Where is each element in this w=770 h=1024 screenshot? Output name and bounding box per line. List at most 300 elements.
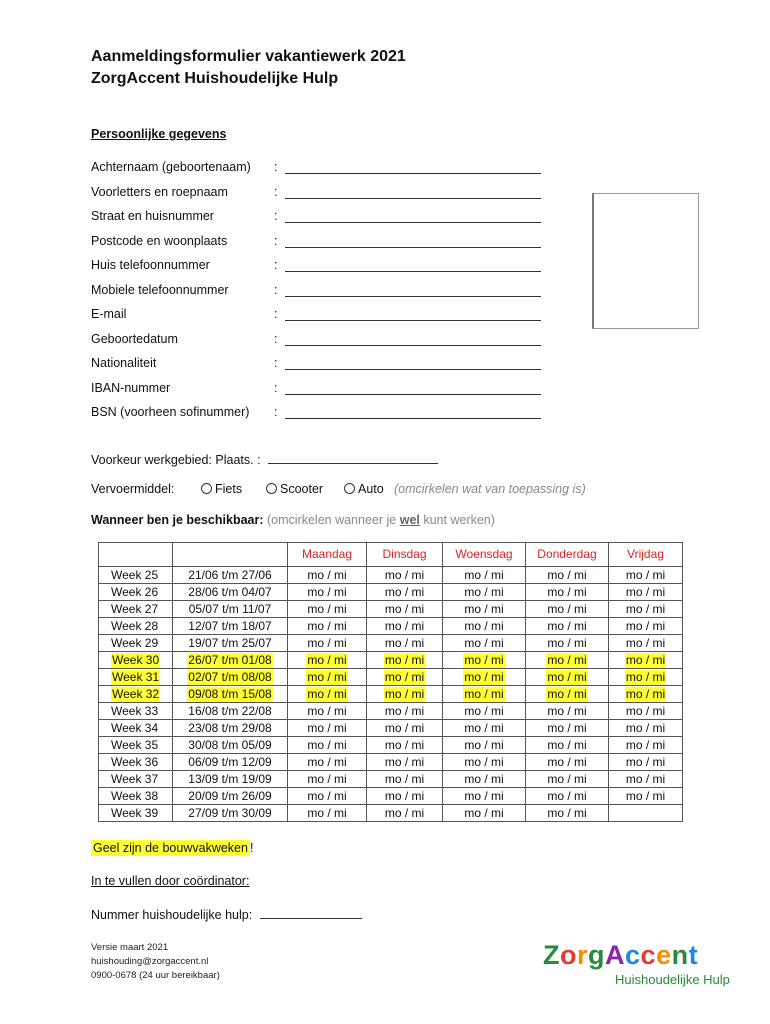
table-row bbox=[99, 601, 683, 618]
field-input-line[interactable] bbox=[285, 296, 541, 297]
availability-option[interactable]: mo / mi bbox=[625, 652, 666, 667]
week-label-cell bbox=[99, 652, 173, 669]
week-dates: 30/08 t/m 05/09 bbox=[188, 737, 272, 752]
availability-option[interactable]: mo / mi bbox=[307, 669, 347, 684]
availability-option[interactable]: mo / mi bbox=[384, 805, 425, 820]
field-input-line[interactable] bbox=[285, 271, 541, 272]
availability-option[interactable]: mo / mi bbox=[464, 805, 504, 820]
field-label: BSN (voorheen sofinummer) bbox=[91, 405, 250, 419]
availability-option-cell[interactable] bbox=[609, 652, 683, 669]
week-label: Week 30 bbox=[112, 652, 160, 667]
week-label: Week 38 bbox=[111, 788, 159, 803]
availability-option-cell[interactable] bbox=[526, 652, 609, 669]
week-label: Week 33 bbox=[111, 703, 159, 718]
availability-option[interactable]: mo / mi bbox=[307, 754, 347, 769]
bouwvak-note: Geel zijn de bouwvakweken ! bbox=[93, 841, 254, 855]
availability-option[interactable]: mo / mi bbox=[464, 788, 504, 803]
field-colon: : bbox=[274, 405, 278, 419]
field-colon: : bbox=[274, 258, 278, 272]
field-input-line[interactable] bbox=[285, 418, 541, 419]
availability-option-cell[interactable] bbox=[609, 771, 683, 788]
availability-option[interactable]: mo / mi bbox=[547, 567, 587, 582]
header-day: Vrijdag bbox=[609, 543, 683, 567]
availability-option[interactable]: mo / mi bbox=[307, 686, 347, 701]
week-label-cell bbox=[99, 567, 173, 584]
availability-option-cell[interactable] bbox=[609, 754, 683, 771]
availability-option-cell[interactable] bbox=[367, 771, 443, 788]
footer-email: huishouding@zorgaccent.nl bbox=[91, 956, 209, 967]
availability-option-cell[interactable] bbox=[288, 788, 367, 805]
logo-letter: r bbox=[577, 940, 589, 970]
week-dates-cell bbox=[173, 601, 288, 618]
field-label: Postcode en woonplaats bbox=[91, 233, 228, 248]
logo-letter: g bbox=[588, 940, 606, 970]
availability-option-cell[interactable] bbox=[288, 754, 367, 771]
field-input-line[interactable] bbox=[285, 247, 541, 248]
availability-option-cell[interactable] bbox=[443, 601, 526, 618]
availability-option[interactable]: mo / mi bbox=[547, 601, 587, 616]
week-dates: 05/07 t/m 11/07 bbox=[188, 601, 272, 616]
week-dates-cell bbox=[173, 703, 288, 720]
availability-option-cell[interactable] bbox=[443, 686, 526, 703]
availability-option-cell[interactable] bbox=[443, 737, 526, 754]
week-dates: 02/07 t/m 08/08 bbox=[188, 669, 272, 684]
availability-option[interactable]: mo / mi bbox=[307, 567, 347, 582]
availability-option[interactable]: mo / mi bbox=[625, 720, 666, 735]
logo-wordmark bbox=[543, 940, 698, 971]
availability-option[interactable]: mo / mi bbox=[547, 584, 587, 599]
availability-option-cell[interactable] bbox=[609, 686, 683, 703]
availability-option-cell[interactable] bbox=[288, 771, 367, 788]
availability-option[interactable]: mo / mi bbox=[625, 737, 666, 752]
availability-option-cell[interactable] bbox=[609, 805, 683, 822]
header-day: Maandag bbox=[288, 543, 367, 567]
availability-option-cell[interactable] bbox=[288, 635, 367, 652]
availability-option-cell[interactable] bbox=[609, 669, 683, 686]
availability-option[interactable]: mo / mi bbox=[625, 686, 666, 701]
photo-box bbox=[592, 193, 699, 329]
availability-option[interactable]: mo / mi bbox=[464, 635, 504, 650]
availability-option-cell[interactable] bbox=[443, 805, 526, 822]
week-label: Week 39 bbox=[111, 805, 159, 820]
availability-option-cell[interactable] bbox=[367, 618, 443, 635]
availability-table bbox=[98, 542, 683, 822]
field-label: IBAN-nummer bbox=[91, 380, 171, 395]
field-label: Straat en huisnummer bbox=[91, 209, 214, 223]
week-dates: 09/08 t/m 15/08 bbox=[188, 686, 272, 701]
availability-option[interactable]: mo / mi bbox=[384, 788, 425, 803]
availability-option-cell[interactable] bbox=[288, 652, 367, 669]
availability-option-cell[interactable] bbox=[609, 618, 683, 635]
availability-option-cell[interactable] bbox=[367, 754, 443, 771]
availability-option-cell[interactable] bbox=[443, 720, 526, 737]
field-label: Achternaam (geboortenaam) bbox=[91, 160, 251, 174]
availability-option[interactable]: mo / mi bbox=[464, 584, 504, 599]
availability-option-cell[interactable] bbox=[288, 737, 367, 754]
week-dates-cell bbox=[173, 618, 288, 635]
week-dates-cell bbox=[173, 720, 288, 737]
field-input-line[interactable] bbox=[285, 394, 541, 395]
week-dates-cell bbox=[173, 805, 288, 822]
week-label-cell bbox=[99, 601, 173, 618]
availability-option[interactable]: mo / mi bbox=[384, 754, 425, 769]
availability-option[interactable]: mo / mi bbox=[464, 618, 504, 633]
field-input-line[interactable] bbox=[285, 345, 541, 346]
week-dates: 23/08 t/m 29/08 bbox=[188, 720, 272, 735]
table-body bbox=[99, 567, 683, 822]
availability-option-cell[interactable] bbox=[367, 584, 443, 601]
availability-option-cell[interactable] bbox=[367, 635, 443, 652]
week-dates-cell bbox=[173, 788, 288, 805]
availability-option[interactable]: mo / mi bbox=[384, 771, 425, 786]
availability-option[interactable]: mo / mi bbox=[307, 601, 347, 616]
availability-option[interactable]: mo / mi bbox=[547, 652, 587, 667]
week-dates: 28/06 t/m 04/07 bbox=[188, 584, 272, 599]
logo-letter: t bbox=[688, 940, 699, 970]
week-label: Week 34 bbox=[111, 720, 159, 735]
availability-option[interactable]: mo / mi bbox=[547, 703, 587, 718]
week-label: Week 32 bbox=[112, 686, 160, 701]
availability-option[interactable]: mo / mi bbox=[547, 805, 587, 820]
field-label: Mobiele telefoonnummer bbox=[91, 282, 229, 297]
availability-option[interactable]: mo / mi bbox=[625, 618, 666, 633]
week-label: Week 31 bbox=[112, 669, 160, 684]
week-dates-cell bbox=[173, 584, 288, 601]
availability-option-cell[interactable] bbox=[609, 737, 683, 754]
coordinator-heading: In te vullen door coördinator: bbox=[91, 874, 250, 888]
preference-label: Voorkeur werkgebied: Plaats. bbox=[91, 453, 254, 467]
availability-option-cell[interactable] bbox=[609, 703, 683, 720]
availability-option[interactable]: mo / mi bbox=[307, 703, 347, 718]
logo-letter: c bbox=[625, 940, 641, 970]
availability-option-cell[interactable] bbox=[288, 686, 367, 703]
coordinator-field-row bbox=[91, 906, 362, 922]
preference-input-line[interactable] bbox=[268, 451, 438, 464]
title-line-1: Aanmeldingsformulier vakantiewerk 2021 bbox=[91, 48, 406, 65]
availability-option-cell[interactable] bbox=[288, 805, 367, 822]
availability-option[interactable]: mo / mi bbox=[547, 754, 587, 769]
week-label-cell bbox=[99, 737, 173, 754]
availability-option-cell[interactable] bbox=[526, 788, 609, 805]
week-dates: 19/07 t/m 25/07 bbox=[188, 635, 272, 650]
availability-option[interactable]: mo / mi bbox=[307, 584, 347, 599]
personal-heading: Persoonlijke gegevens bbox=[91, 127, 227, 141]
availability-option-cell[interactable] bbox=[367, 703, 443, 720]
availability-option[interactable]: mo / mi bbox=[384, 652, 425, 667]
availability-option-cell[interactable] bbox=[443, 635, 526, 652]
availability-option-cell[interactable] bbox=[609, 635, 683, 652]
availability-option[interactable]: mo / mi bbox=[625, 754, 666, 769]
availability-option[interactable]: mo / mi bbox=[307, 618, 347, 633]
availability-option-cell[interactable] bbox=[443, 754, 526, 771]
logo-letter: n bbox=[671, 940, 689, 970]
field-colon: : bbox=[274, 184, 278, 199]
transport-option-auto[interactable]: Auto bbox=[344, 482, 384, 496]
availability-option-cell[interactable] bbox=[443, 771, 526, 788]
availability-option[interactable]: mo / mi bbox=[307, 788, 347, 803]
availability-option[interactable]: mo / mi bbox=[547, 771, 587, 786]
availability-option-cell[interactable] bbox=[367, 805, 443, 822]
field-colon: : bbox=[274, 380, 278, 395]
week-label: Week 37 bbox=[111, 771, 159, 786]
availability-option-cell[interactable] bbox=[288, 669, 367, 686]
availability-option-cell[interactable] bbox=[526, 771, 609, 788]
table-header-row bbox=[99, 543, 683, 567]
table-row-bouwvak bbox=[99, 669, 683, 686]
availability-option[interactable]: mo / mi bbox=[384, 618, 425, 633]
week-label: Week 26 bbox=[111, 584, 159, 599]
week-dates: 26/07 t/m 01/08 bbox=[188, 652, 272, 667]
availability-option-cell[interactable] bbox=[526, 584, 609, 601]
table-row bbox=[99, 788, 683, 805]
table-row bbox=[99, 720, 683, 737]
availability-option[interactable]: mo / mi bbox=[384, 720, 425, 735]
radio-circle-icon[interactable] bbox=[344, 483, 355, 494]
table-row bbox=[99, 805, 683, 822]
availability-option-cell[interactable] bbox=[288, 720, 367, 737]
field-input-line[interactable] bbox=[285, 222, 541, 223]
availability-option[interactable]: mo / mi bbox=[625, 635, 666, 650]
week-label-cell bbox=[99, 669, 173, 686]
transport-row bbox=[91, 482, 586, 496]
availability-option[interactable]: mo / mi bbox=[625, 788, 666, 803]
availability-option[interactable]: mo / mi bbox=[384, 703, 425, 718]
week-dates: 12/07 t/m 18/07 bbox=[188, 618, 272, 633]
week-dates: 21/06 t/m 27/06 bbox=[188, 567, 272, 582]
week-dates-cell bbox=[173, 771, 288, 788]
radio-circle-icon[interactable] bbox=[201, 483, 212, 494]
week-dates-cell bbox=[173, 686, 288, 703]
availability-option[interactable]: mo / mi bbox=[547, 737, 587, 752]
availability-option[interactable]: mo / mi bbox=[307, 652, 347, 667]
availability-option[interactable]: mo / mi bbox=[625, 771, 666, 786]
availability-option-cell[interactable] bbox=[367, 567, 443, 584]
availability-option-cell[interactable] bbox=[367, 737, 443, 754]
availability-option[interactable]: mo / mi bbox=[464, 652, 504, 667]
table-row bbox=[99, 618, 683, 635]
availability-option[interactable]: mo / mi bbox=[384, 737, 425, 752]
week-dates-cell bbox=[173, 567, 288, 584]
availability-option[interactable]: mo / mi bbox=[384, 669, 425, 684]
availability-option[interactable]: mo / mi bbox=[307, 771, 347, 786]
radio-circle-icon[interactable] bbox=[266, 483, 277, 494]
availability-option[interactable]: mo / mi bbox=[307, 805, 347, 820]
availability-option-cell[interactable] bbox=[526, 805, 609, 822]
week-dates-cell bbox=[173, 669, 288, 686]
coordinator-field-label: Nummer huishoudelijke hulp: bbox=[91, 908, 253, 922]
availability-option[interactable]: mo / mi bbox=[464, 686, 504, 701]
field-colon: : bbox=[274, 356, 278, 370]
availability-option-cell[interactable] bbox=[288, 567, 367, 584]
transport-hint: (omcirkelen wat van toepassing is) bbox=[394, 482, 586, 496]
table-row bbox=[99, 567, 683, 584]
availability-option-cell[interactable] bbox=[526, 669, 609, 686]
week-label-cell bbox=[99, 584, 173, 601]
week-label-cell bbox=[99, 635, 173, 652]
availability-option[interactable]: mo / mi bbox=[464, 601, 504, 616]
availability-option[interactable]: mo / mi bbox=[547, 669, 587, 684]
availability-option-cell[interactable] bbox=[609, 720, 683, 737]
availability-option-cell[interactable] bbox=[288, 618, 367, 635]
field-colon: : bbox=[274, 209, 278, 223]
availability-option-cell[interactable] bbox=[526, 601, 609, 618]
availability-option[interactable]: mo / mi bbox=[625, 567, 666, 582]
availability-option-cell[interactable] bbox=[288, 601, 367, 618]
logo-letter: o bbox=[560, 940, 577, 970]
title-line-2: ZorgAccent Huishoudelijke Hulp bbox=[91, 70, 339, 87]
availability-option-cell[interactable] bbox=[367, 652, 443, 669]
logo-letter: A bbox=[605, 940, 626, 970]
availability-option-cell[interactable] bbox=[367, 788, 443, 805]
table-row bbox=[99, 584, 683, 601]
availability-option[interactable]: mo / mi bbox=[547, 788, 587, 803]
field-input-line[interactable] bbox=[285, 198, 541, 199]
availability-option[interactable]: mo / mi bbox=[464, 669, 504, 684]
week-label: Week 27 bbox=[111, 601, 159, 616]
transport-label: Vervoermiddel: bbox=[91, 482, 175, 496]
week-label: Week 25 bbox=[111, 567, 159, 582]
week-label-cell bbox=[99, 788, 173, 805]
week-dates-cell bbox=[173, 754, 288, 771]
availability-option[interactable]: mo / mi bbox=[464, 720, 504, 735]
availability-option[interactable]: mo / mi bbox=[547, 618, 587, 633]
availability-option[interactable]: mo / mi bbox=[464, 771, 504, 786]
availability-option-cell[interactable] bbox=[443, 584, 526, 601]
footer-version: Versie maart 2021 bbox=[91, 942, 169, 953]
availability-option-cell[interactable] bbox=[367, 720, 443, 737]
week-label-cell bbox=[99, 771, 173, 788]
availability-option-cell[interactable] bbox=[526, 754, 609, 771]
availability-option-cell[interactable] bbox=[443, 788, 526, 805]
availability-option-cell[interactable] bbox=[526, 618, 609, 635]
availability-option-cell[interactable] bbox=[443, 669, 526, 686]
footer-phone: 0900-0678 (24 uur bereikbaar) bbox=[91, 970, 220, 981]
logo-subtitle: Huishoudelijke Hulp bbox=[615, 972, 730, 987]
week-label: Week 28 bbox=[111, 618, 159, 633]
zorgaccent-logo bbox=[540, 940, 740, 992]
availability-option-cell[interactable] bbox=[443, 652, 526, 669]
table-row bbox=[99, 703, 683, 720]
availability-option[interactable]: mo / mi bbox=[307, 737, 347, 752]
table-row bbox=[99, 754, 683, 771]
preference-row bbox=[91, 451, 438, 467]
availability-option-cell[interactable] bbox=[367, 601, 443, 618]
availability-option[interactable]: mo / mi bbox=[384, 567, 425, 582]
transport-option-fiets[interactable]: Fiets bbox=[201, 482, 242, 496]
availability-option-cell[interactable] bbox=[443, 618, 526, 635]
availability-option[interactable]: mo / mi bbox=[547, 720, 587, 735]
table-row bbox=[99, 771, 683, 788]
table-row bbox=[99, 737, 683, 754]
availability-option[interactable]: mo / mi bbox=[625, 703, 666, 718]
availability-heading: Wanneer ben je beschikbaar: (omcirkelen wanneer je wel kunt werken) bbox=[91, 513, 495, 527]
availability-option[interactable]: mo / mi bbox=[384, 601, 425, 616]
week-label-cell bbox=[99, 754, 173, 771]
availability-option[interactable]: mo / mi bbox=[307, 635, 347, 650]
coordinator-input-line[interactable] bbox=[260, 906, 362, 919]
week-label: Week 29 bbox=[111, 635, 159, 650]
table-row-bouwvak bbox=[99, 652, 683, 669]
logo-letter: e bbox=[656, 940, 672, 970]
logo-letter: c bbox=[640, 940, 657, 970]
availability-option[interactable]: mo / mi bbox=[625, 601, 666, 616]
field-label: Nationaliteit bbox=[91, 356, 157, 370]
availability-option-cell[interactable] bbox=[609, 584, 683, 601]
field-colon: : bbox=[274, 160, 278, 174]
availability-option-cell[interactable] bbox=[609, 601, 683, 618]
availability-option-cell[interactable] bbox=[526, 567, 609, 584]
availability-option-cell[interactable] bbox=[288, 703, 367, 720]
availability-option[interactable]: mo / mi bbox=[464, 737, 504, 752]
availability-option-cell[interactable] bbox=[526, 703, 609, 720]
field-input-line[interactable] bbox=[285, 173, 541, 174]
availability-option[interactable]: mo / mi bbox=[464, 703, 504, 718]
week-label-cell bbox=[99, 618, 173, 635]
availability-option-cell[interactable] bbox=[609, 567, 683, 584]
availability-option-cell[interactable] bbox=[526, 720, 609, 737]
week-dates: 27/09 t/m 30/09 bbox=[188, 805, 272, 820]
availability-option[interactable]: mo / mi bbox=[547, 635, 587, 650]
availability-option-cell[interactable] bbox=[609, 788, 683, 805]
header-day: Dinsdag bbox=[367, 543, 443, 567]
header-day: Woensdag bbox=[443, 543, 526, 567]
week-label-cell bbox=[99, 686, 173, 703]
availability-option[interactable]: mo / mi bbox=[384, 584, 425, 599]
week-dates: 13/09 t/m 19/09 bbox=[188, 771, 272, 786]
logo-letter: Z bbox=[543, 940, 560, 970]
availability-option[interactable]: mo / mi bbox=[625, 584, 666, 599]
field-colon: : bbox=[274, 233, 278, 248]
preference-colon: : bbox=[257, 453, 261, 467]
availability-option-cell[interactable] bbox=[367, 686, 443, 703]
week-label: Week 35 bbox=[111, 737, 159, 752]
availability-option-cell[interactable] bbox=[443, 567, 526, 584]
footer bbox=[91, 941, 220, 983]
availability-option[interactable]: mo / mi bbox=[547, 686, 587, 701]
week-dates-cell bbox=[173, 652, 288, 669]
availability-wel: wel bbox=[399, 513, 420, 527]
field-label: Voorletters en roepnaam bbox=[91, 184, 228, 199]
header-day: Donderdag bbox=[526, 543, 609, 567]
week-label-cell bbox=[99, 720, 173, 737]
availability-option[interactable]: mo / mi bbox=[464, 754, 504, 769]
availability-question: Wanneer ben je beschikbaar: bbox=[91, 513, 264, 527]
week-label-cell bbox=[99, 805, 173, 822]
availability-option[interactable]: mo / mi bbox=[307, 720, 347, 735]
availability-option-cell[interactable] bbox=[526, 635, 609, 652]
availability-option-cell[interactable] bbox=[367, 669, 443, 686]
transport-option-scooter[interactable]: Scooter bbox=[266, 482, 323, 496]
field-label: E-mail bbox=[91, 307, 127, 321]
table-row-bouwvak bbox=[99, 686, 683, 703]
week-label: Week 36 bbox=[111, 754, 159, 769]
availability-option-cell[interactable] bbox=[443, 703, 526, 720]
availability-option-cell[interactable] bbox=[526, 686, 609, 703]
availability-option[interactable]: mo / mi bbox=[625, 669, 666, 684]
field-input-line[interactable] bbox=[285, 320, 541, 321]
table-row bbox=[99, 635, 683, 652]
field-input-line[interactable] bbox=[285, 369, 541, 370]
field-colon: : bbox=[274, 307, 278, 321]
availability-option[interactable]: mo / mi bbox=[464, 567, 504, 582]
week-dates-cell bbox=[173, 737, 288, 754]
availability-option-cell[interactable] bbox=[526, 737, 609, 754]
availability-option-cell[interactable] bbox=[288, 584, 367, 601]
field-colon: : bbox=[274, 331, 278, 346]
availability-option[interactable]: mo / mi bbox=[384, 686, 425, 701]
field-colon: : bbox=[274, 282, 278, 297]
availability-option[interactable]: mo / mi bbox=[384, 635, 425, 650]
